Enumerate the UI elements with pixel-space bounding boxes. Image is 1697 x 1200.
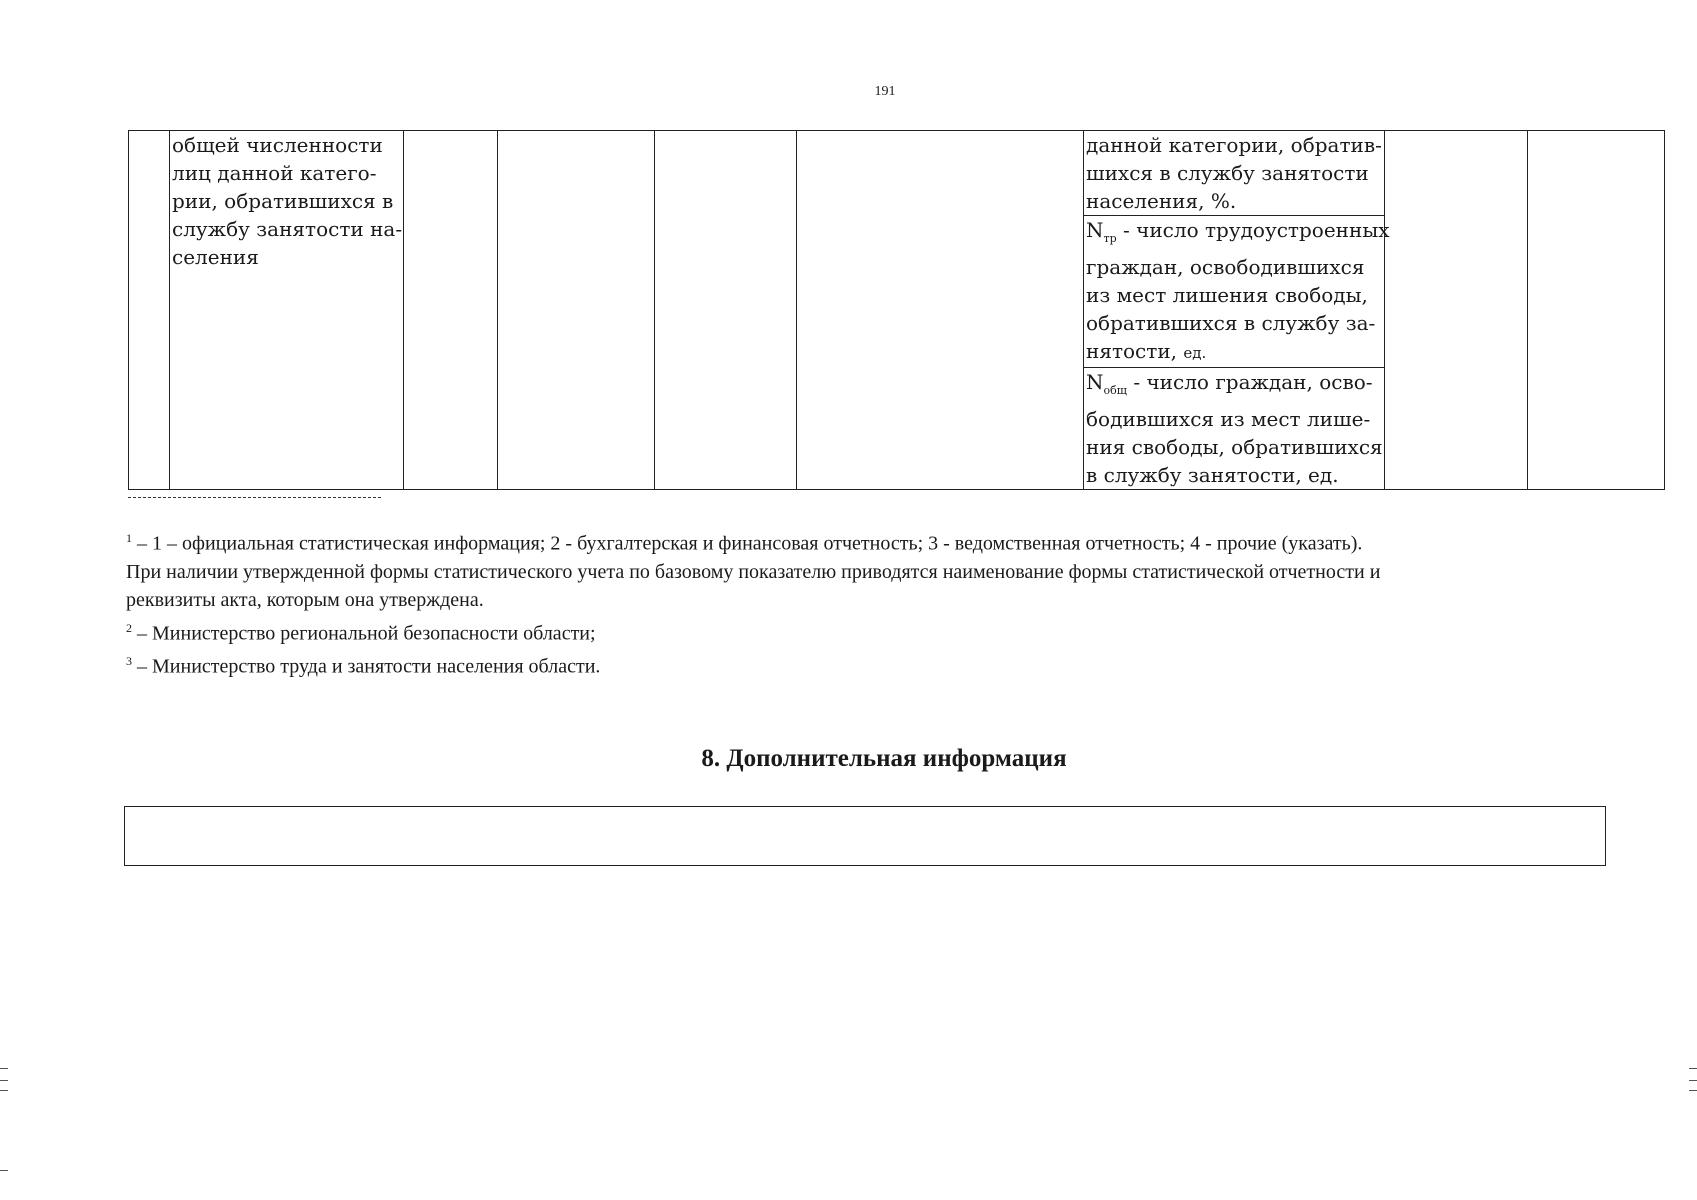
footnote-separator <box>128 497 381 498</box>
scan-mark-left <box>0 1170 8 1171</box>
table-cell-8 <box>1385 131 1528 490</box>
footnotes <box>126 524 1656 681</box>
table-cell-formula <box>1084 131 1390 490</box>
table-cell-5 <box>655 131 797 490</box>
table-cell-num <box>129 131 170 490</box>
table-cell-9 <box>1528 131 1665 490</box>
footnote-3: $^3$ – Министерство труда и занятости населения области. <box>126 654 601 678</box>
scan-mark-right <box>1689 1080 1697 1081</box>
formula-result-desc: данной категории, обратив- шихся в службу занятости населения, %. <box>1084 131 1384 216</box>
footnote-2: $^2$ – Министерство региональной безопасности области; <box>126 620 596 645</box>
scan-mark-left <box>0 1080 8 1081</box>
footnote-1: $^1$ – 1 – официальная статистическая информация; 2 - бухгалтерская и финансовая отчетность; 3 - ведомственная отчетность; 4 - прочие (указать). <box>126 531 1363 555</box>
footnote-1-end: реквизиты акта, которым она утверждена. <box>126 588 484 611</box>
indicator-table <box>128 130 1665 490</box>
additional-info-box <box>124 806 1606 866</box>
section-title: 8. Дополнительная информация <box>701 745 1067 772</box>
table-cell-6 <box>797 131 1084 490</box>
indicator-text: общей численности лиц данной катего- рии, обратившихся в службу занятости на- селения <box>172 133 403 269</box>
formula-nobsch-desc: $N_{общ}$ - число граждан, осво- бодившихся из мест лише- ния свободы, обратившихся в службу занятости, ед. <box>1086 370 1383 487</box>
table-cell-4 <box>498 131 655 490</box>
scan-mark-left <box>0 1090 8 1091</box>
footnote-1-cont: При наличии утвержденной формы статистического учета по базовому показателю приводятся наименование формы статистической отчетности и <box>126 560 1381 583</box>
scan-mark-right <box>1689 1068 1697 1069</box>
table-cell-3 <box>404 131 498 490</box>
formula-ntr-desc: $N_{тр}$ - число трудоустроенных граждан, освободившихся из мест лишения свободы, обратившихся в службу за- нятости, ед. <box>1084 216 1384 368</box>
scan-mark-right <box>1689 1090 1697 1091</box>
table-cell-indicator <box>170 131 404 490</box>
scan-mark-left <box>0 1068 8 1069</box>
page-number: 191 <box>874 84 896 99</box>
table-row <box>129 131 1665 490</box>
